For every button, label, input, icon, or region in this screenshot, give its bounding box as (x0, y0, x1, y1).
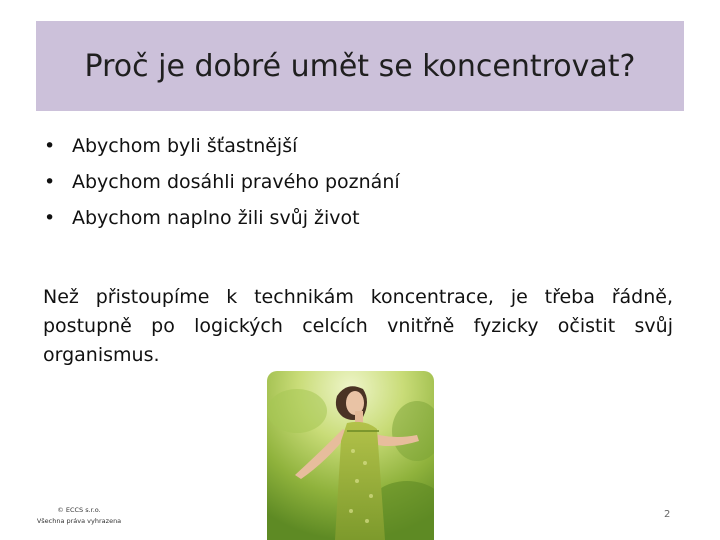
bullet-icon: • (44, 171, 56, 193)
page-number: 2 (664, 509, 671, 520)
bullet-icon: • (44, 207, 56, 229)
bullet-item (44, 131, 400, 167)
bullet-list (44, 131, 400, 239)
woman-outdoors-photo (267, 371, 434, 540)
bullet-text: Abychom byli šťastnější (72, 135, 298, 157)
bullet-item (44, 167, 400, 203)
title-band (36, 21, 684, 111)
bullet-text: Abychom naplno žili svůj život (72, 207, 360, 229)
rights-line: Všechna práva vyhrazena (36, 517, 122, 525)
bullet-text: Abychom dosáhli pravého poznání (72, 171, 400, 193)
body-paragraph: Než přistoupíme k technikám koncentrace, je třeba řádně, postupně po logických celcích vnitřně fyzicky očistit svůj organismus. (43, 286, 673, 366)
slide-title: Proč je dobré umět se koncentrovat? (84, 48, 636, 84)
bullet-item (44, 203, 400, 239)
bullet-icon: • (44, 135, 56, 157)
copyright-footer (30, 505, 128, 527)
copyright-line: © ECCS s.r.o. (57, 506, 101, 514)
